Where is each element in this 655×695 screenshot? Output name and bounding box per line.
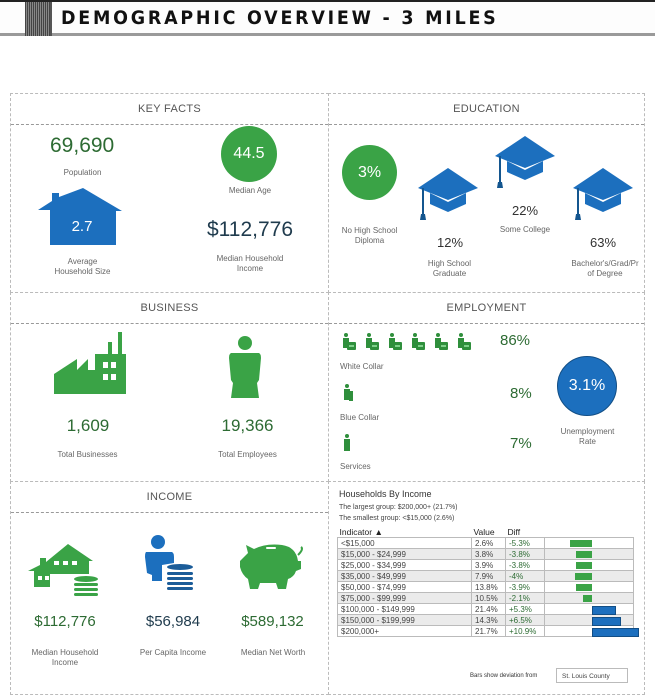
cell-diff: +10.9% (506, 626, 545, 637)
cell-bar (545, 549, 634, 560)
cell-bar (545, 626, 634, 637)
white-collar-worker-icon (342, 333, 482, 351)
column-header-diff[interactable]: Diff (507, 527, 521, 537)
column-header-value[interactable]: Value (473, 527, 495, 537)
factory-icon (54, 332, 126, 394)
header-divider (50, 2, 52, 36)
page-title: DEMOGRAPHIC OVERVIEW - 3 MILES (61, 7, 499, 29)
table-row[interactable] (338, 538, 634, 549)
cell-bar (545, 571, 634, 582)
cell-value: 3.9% (472, 560, 506, 571)
white-collar-value: 86% (500, 332, 531, 349)
cell-bar (545, 604, 634, 615)
page-header (0, 0, 655, 36)
some-college-value: 22% (511, 203, 539, 218)
cell-bar (545, 538, 634, 549)
unemployment-circle (557, 356, 617, 416)
cell-bar (545, 560, 634, 571)
column-header-indicator[interactable]: Indicator ▲ (339, 527, 383, 537)
no-hs-value: 3% (357, 163, 382, 181)
key-facts-title: KEY FACTS (11, 94, 328, 125)
piggy-bank-icon (238, 543, 304, 591)
cell-diff: -2.1% (506, 593, 545, 604)
negative-deviation-bar (583, 595, 592, 602)
positive-deviation-bar (592, 628, 639, 637)
white-collar-icons (342, 333, 482, 356)
cell-diff: -5.3% (506, 538, 545, 549)
hbi-title: Households By Income (339, 489, 432, 499)
cell-indicator: $200,000+ (338, 626, 472, 637)
bachelors-value: 63% (589, 235, 617, 250)
cell-indicator: $75,000 - $99,999 (338, 593, 472, 604)
business-title: BUSINESS (11, 293, 328, 324)
median-age-value: 44.5 (233, 145, 265, 162)
total-businesses-label: Total Businesses (57, 450, 118, 459)
cell-bar (545, 615, 634, 626)
services-value: 7% (510, 435, 532, 452)
cell-indicator: $150,000 - $199,999 (338, 615, 472, 626)
hs-grad-label: High School Graduate (427, 259, 472, 278)
cell-indicator: $25,000 - $34,999 (338, 560, 472, 571)
population-value: 69,690 (50, 134, 115, 157)
unemployment-label: Unemployment Rate (560, 427, 615, 446)
person-with-coins-icon (144, 535, 196, 599)
per-capita-income-label: Per Capita Income (139, 648, 207, 657)
cell-value: 7.9% (472, 571, 506, 582)
table-row[interactable] (338, 615, 634, 626)
cell-indicator: <$15,000 (338, 538, 472, 549)
blue-collar-label: Blue Collar (340, 413, 380, 422)
column-header-bar (545, 527, 634, 538)
median-net-worth-value: $589,132 (241, 613, 304, 630)
bachelors-label: Bachelor's/Grad/Pr of Degree (571, 259, 639, 278)
negative-deviation-bar (576, 562, 592, 569)
person-icon (228, 336, 262, 398)
median-age-label: Median Age (228, 186, 272, 195)
median-age-circle (221, 126, 277, 182)
cell-value: 21.7% (472, 626, 506, 637)
total-employees-value: 19,366 (221, 416, 274, 435)
cell-bar (545, 582, 634, 593)
household-size-label: Average Household Size (54, 257, 111, 276)
deviation-select[interactable]: St. Louis County (556, 668, 628, 683)
hbi-smallest: The smallest group: <$15,000 (2.6%) (339, 515, 455, 522)
house-icon (38, 188, 122, 246)
median-hh-income-label: Median Household Income (31, 648, 99, 667)
deviation-label: Bars show deviation from (470, 673, 538, 679)
cell-diff: +5.3% (506, 604, 545, 615)
cell-diff: +6.5% (506, 615, 545, 626)
total-employees-label: Total Employees (218, 450, 277, 459)
median-hh-income-value: $112,776 (34, 613, 96, 630)
households-by-income-table (337, 527, 634, 637)
services-worker-icon (343, 434, 353, 452)
cell-indicator: $50,000 - $74,999 (338, 582, 472, 593)
some-college-label: Some College (499, 225, 551, 234)
household-size-value: 2.7 (71, 218, 93, 235)
header-decoration (25, 2, 50, 36)
table-row[interactable] (338, 571, 634, 582)
population-label: Population (63, 168, 102, 177)
cell-value: 10.5% (472, 593, 506, 604)
blue-collar-worker-icon (343, 384, 355, 402)
cell-diff: -3.8% (506, 549, 545, 560)
table-row[interactable] (338, 582, 634, 593)
unemployment-value: 3.1% (568, 377, 606, 394)
median-income-value: $112,776 (206, 218, 294, 241)
table-row[interactable] (338, 549, 634, 560)
cell-indicator: $100,000 - $149,999 (338, 604, 472, 615)
white-collar-label: White Collar (340, 362, 384, 371)
no-hs-circle (342, 145, 397, 200)
hbi-largest: The largest group: $200,000+ (21.7%) (339, 504, 458, 511)
services-label: Services (340, 462, 371, 471)
no-hs-label: No High School Diploma (341, 226, 398, 245)
cell-indicator: $35,000 - $49,999 (338, 571, 472, 582)
cell-diff: -3.9% (506, 582, 545, 593)
house-with-coins-icon (28, 541, 100, 599)
cell-diff: -4% (506, 571, 545, 582)
negative-deviation-bar (575, 573, 592, 580)
negative-deviation-bar (570, 540, 592, 547)
negative-deviation-bar (576, 551, 592, 558)
median-net-worth-label: Median Net Worth (240, 648, 306, 657)
education-title: EDUCATION (329, 94, 644, 125)
table-row[interactable] (338, 604, 634, 615)
hs-grad-value: 12% (436, 235, 464, 250)
table-row[interactable] (338, 626, 634, 637)
median-income-label: Median Household Income (216, 254, 284, 273)
total-businesses-value: 1,609 (66, 416, 110, 435)
cell-value: 21.4% (472, 604, 506, 615)
cell-value: 14.3% (472, 615, 506, 626)
blue-collar-value: 8% (510, 385, 532, 402)
per-capita-income-value: $56,984 (145, 613, 201, 630)
cell-diff: -3.8% (506, 560, 545, 571)
cell-value: 13.8% (472, 582, 506, 593)
table-row[interactable] (338, 593, 634, 604)
cell-indicator: $15,000 - $24,999 (338, 549, 472, 560)
negative-deviation-bar (576, 584, 592, 591)
cell-value: 2.6% (472, 538, 506, 549)
graduation-cap-icon (495, 136, 557, 191)
cell-value: 3.8% (472, 549, 506, 560)
cell-bar (545, 593, 634, 604)
employment-title: EMPLOYMENT (329, 293, 644, 324)
graduation-cap-icon (418, 168, 480, 223)
graduation-cap-icon (573, 168, 635, 223)
income-title: INCOME (11, 482, 328, 513)
table-row[interactable] (338, 560, 634, 571)
